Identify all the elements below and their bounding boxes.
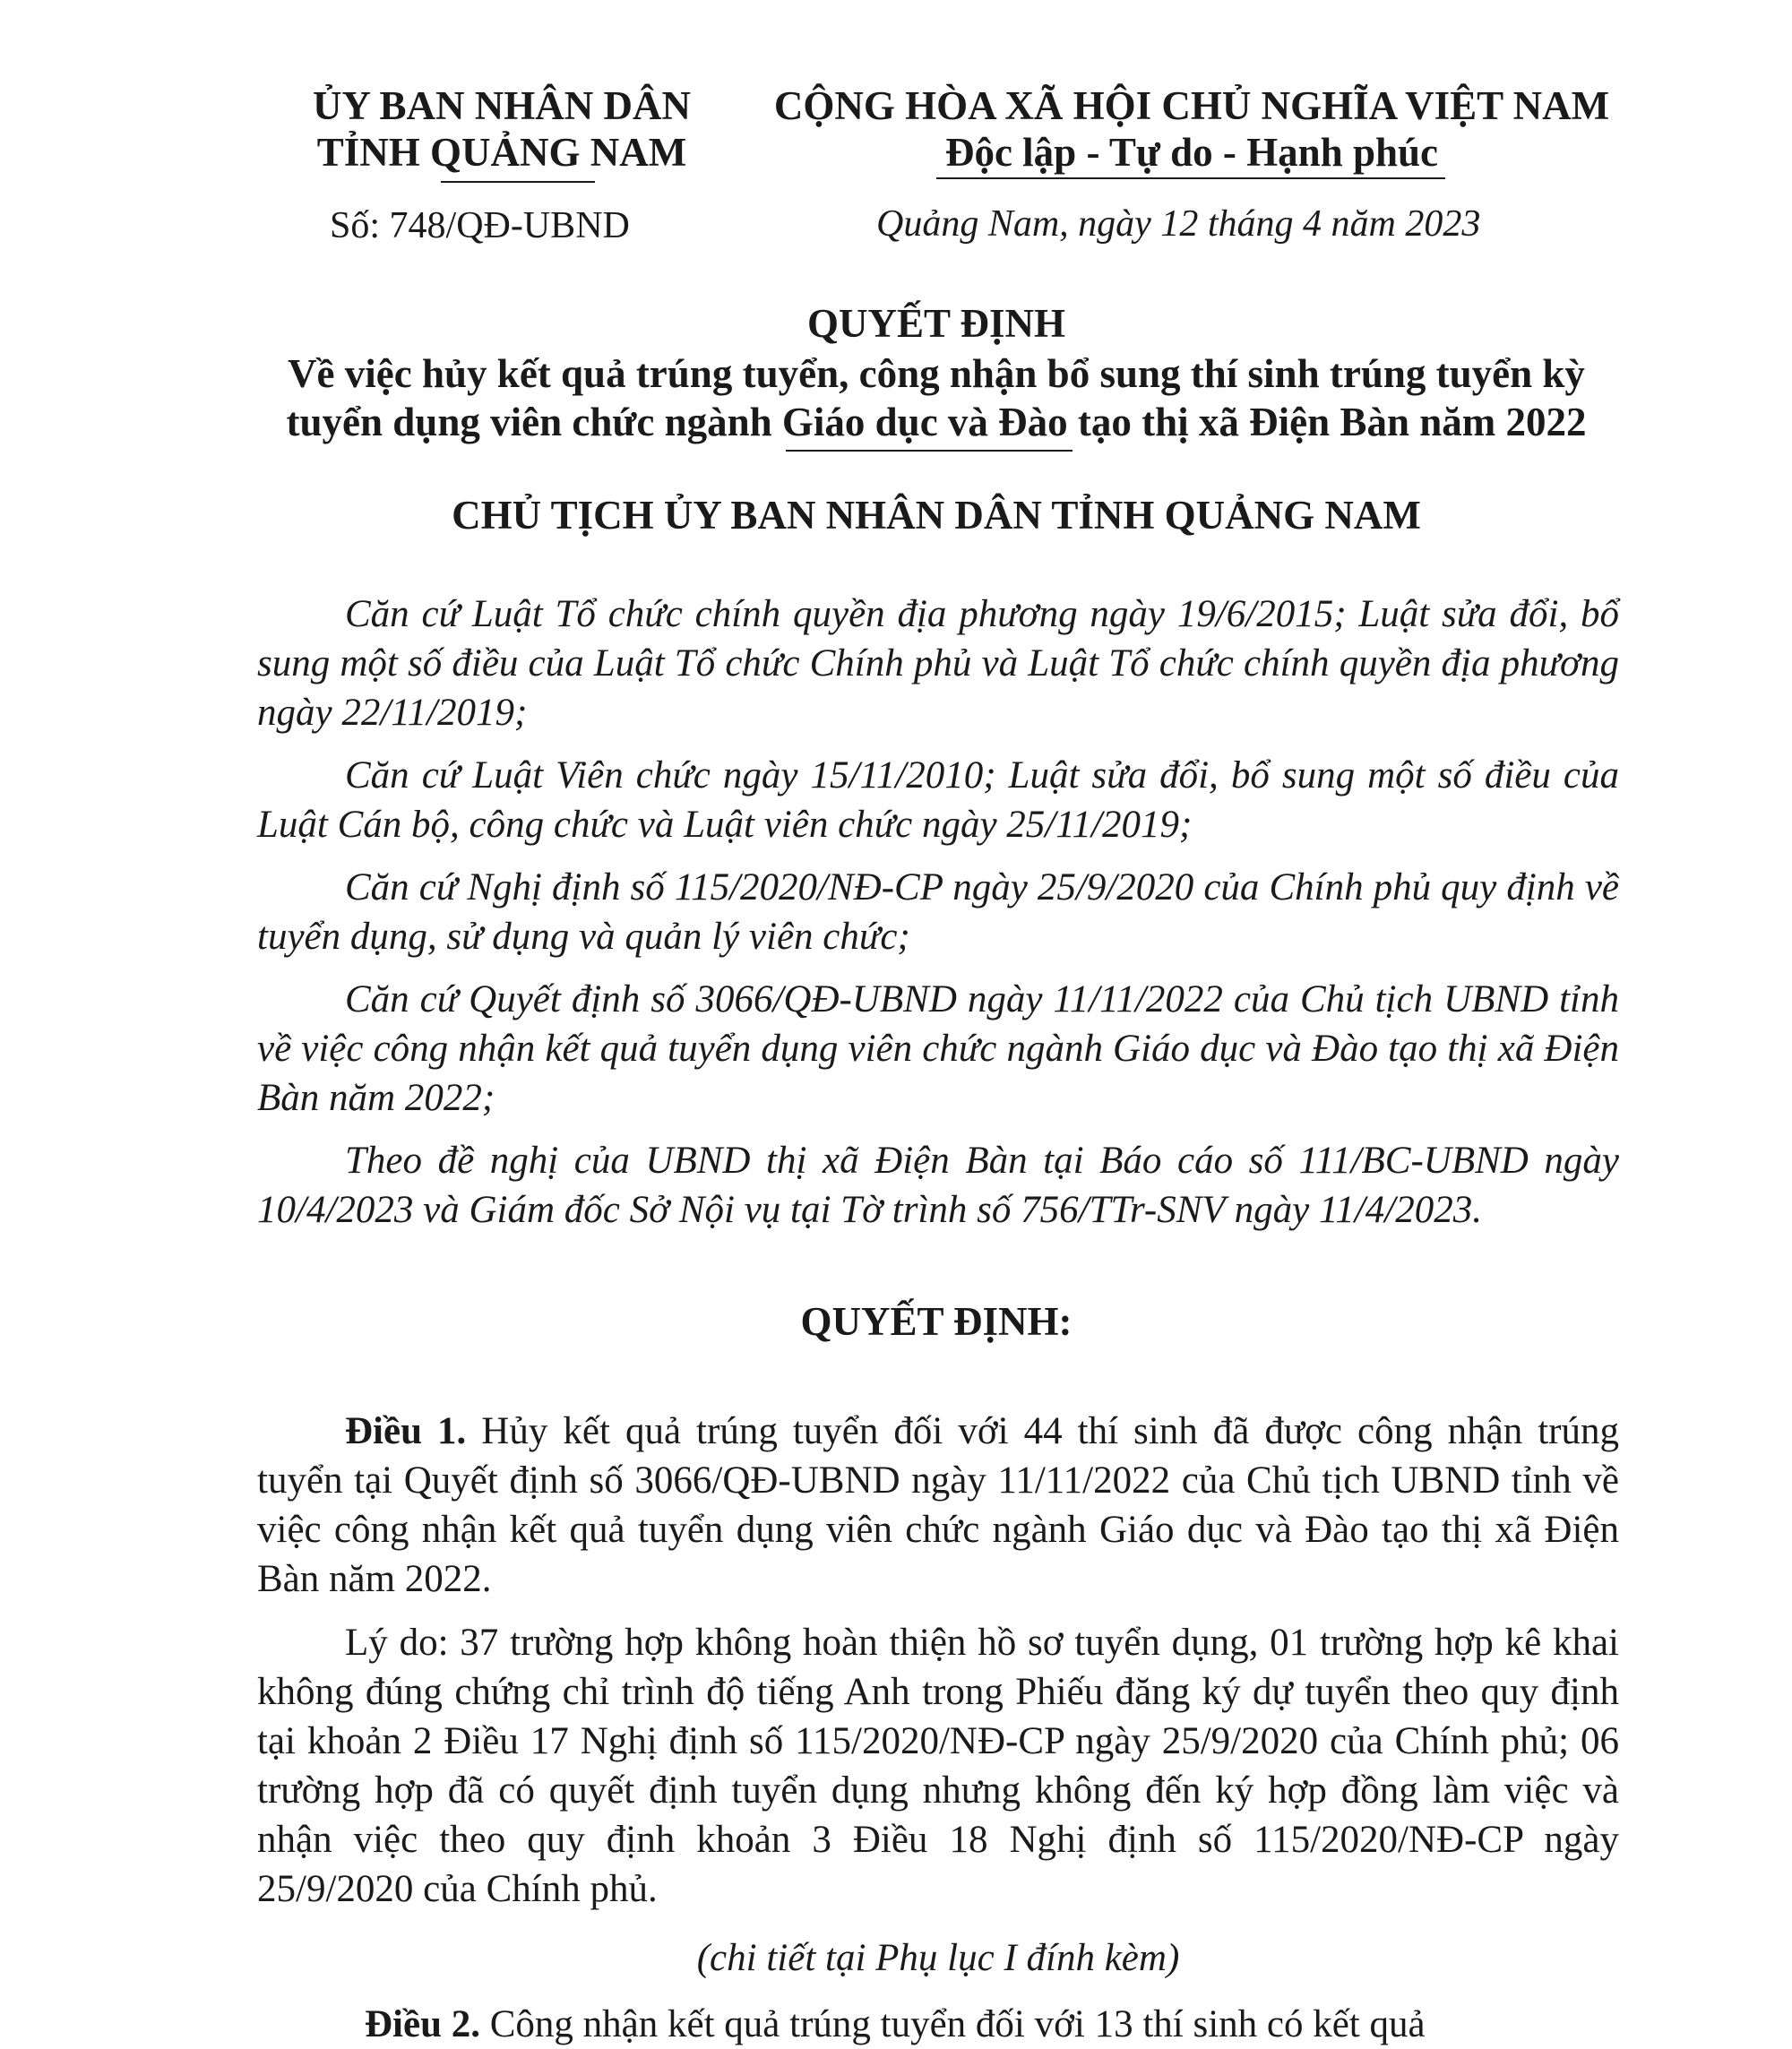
decision-heading: QUYẾT ĐỊNH:: [800, 1299, 1073, 1344]
article-2-text: Công nhận kết quả trúng tuyển đối với 13 thí sinh có kết quả: [480, 2003, 1426, 2045]
place-and-date: Quảng Nam, ngày 12 tháng 4 năm 2023: [876, 203, 1481, 245]
legal-basis-4: Căn cứ Quyết định số 3066/QĐ-UBND ngày 11/11/2022 của Chủ tịch UBND tỉnh về việc công nhận kết quả tuyển dụng viên chức ngành Giáo dục và Đào tạo thị xã Điện Bàn năm 2022;: [257, 978, 1619, 1119]
article-1-label: Điều 1.: [345, 1410, 467, 1452]
article-2-label: Điều 2.: [365, 2003, 480, 2045]
article-2-partial: [365, 2000, 1426, 2049]
legal-basis-1: Căn cứ Luật Tổ chức chính quyền địa phương ngày 19/6/2015; Luật sửa đổi, bổ sung một số điều của Luật Tổ chức Chính phủ và Luật Tổ chức chính quyền địa phương ngày 22/11/2019;: [257, 593, 1619, 734]
state-name: CỘNG HÒA XÃ HỘI CHỦ NGHĨA VIỆT NAM: [773, 83, 1610, 128]
agency-underline: [441, 181, 595, 183]
legal-basis-5: Theo đề nghị của UBND thị xã Điện Bàn tại Báo cáo số 111/BC-UBND ngày 10/4/2023 và Giám đốc Sở Nội vụ tại Tờ trình số 756/TTr-SNV ngày 11/4/2023.: [257, 1140, 1619, 1231]
subject-line-1: Về việc hủy kết quả trúng tuyển, công nhận bổ sung thí sinh trúng tuyển kỳ: [288, 351, 1585, 396]
agency-line-1: ỦY BAN NHÂN DÂN: [312, 83, 692, 128]
legal-basis-2: Căn cứ Luật Viên chức ngày 15/11/2010; Luật sửa đổi, bổ sung một số điều của Luật Cán bộ, công chức và Luật viên chức ngày 25/11/2019;: [257, 754, 1619, 846]
document-number: Số: 748/QĐ-UBND: [330, 205, 630, 246]
appendix-reference: (chi tiết tại Phụ lục I đính kèm): [696, 1937, 1180, 1979]
agency-line-2: TỈNH QUẢNG NAM: [316, 130, 687, 175]
state-motto: Độc lập - Tự do - Hạnh phúc: [944, 130, 1439, 175]
issuing-authority: CHỦ TỊCH ỦY BAN NHÂN DÂN TỈNH QUẢNG NAM: [452, 493, 1421, 538]
legal-basis-3: Căn cứ Nghị định số 115/2020/NĐ-CP ngày 25/9/2020 của Chính phủ quy định về tuyển dụng, sử dụng và quản lý viên chức;: [257, 866, 1619, 958]
article-1-text: Hủy kết quả trúng tuyển đối với 44 thí sinh đã được công nhận trúng tuyển tại Quyết định số 3066/QĐ-UBND ngày 11/11/2022 của Chủ tịch UBND tỉnh về việc công nhận kết quả tuyển dụng viên chức ngành Giáo dục và Đào tạo thị xã Điện Bàn năm 2022.: [257, 1410, 1620, 1600]
state-header: [771, 82, 1613, 176]
document-title: QUYẾT ĐỊNH: [807, 301, 1065, 346]
document-subject: [251, 349, 1622, 446]
subject-line-2: tuyển dụng viên chức ngành Giáo dục và Đào tạo thị xã Điện Bàn năm 2022: [286, 400, 1587, 444]
article-1: [257, 1407, 1619, 1604]
article-1-reason: Lý do: 37 trường hợp không hoàn thiện hồ sơ tuyển dụng, 01 trường hợp kê khai không đúng chứng chỉ trình độ tiếng Anh trong Phiếu đăng ký dự tuyển theo quy định tại khoản 2 Điều 17 Nghị định số 115/2020/NĐ-CP ngày 25/9/2020 của Chính phủ; 06 trường hợp đã có quyết định tuyển dụng nhưng không đến ký hợp đồng làm việc và nhận việc theo quy định khoản 3 Điều 18 Nghị định số 115/2020/NĐ-CP ngày 25/9/2020 của Chính phủ.: [257, 1622, 1619, 1910]
motto-underline: [936, 177, 1445, 179]
subject-underline: [786, 450, 1073, 452]
agency-header: [296, 82, 708, 176]
